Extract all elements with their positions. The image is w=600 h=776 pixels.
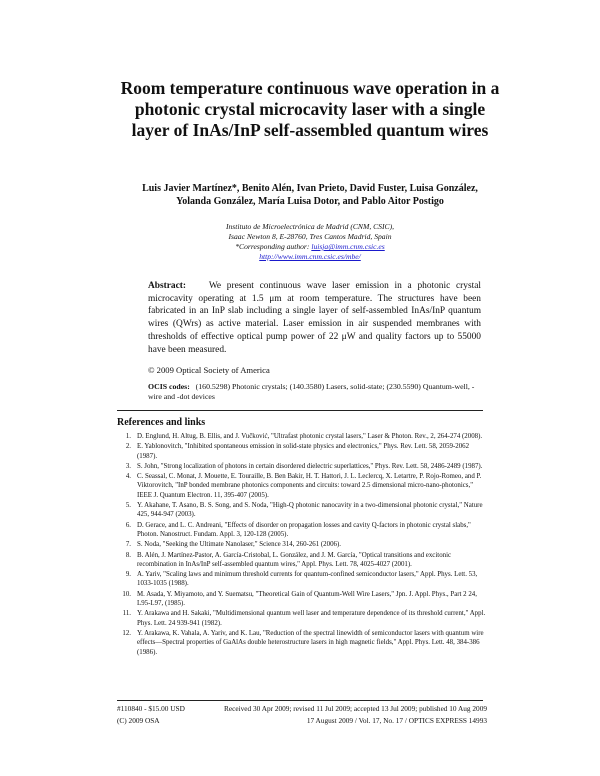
reference-text: B. Alén, J. Martínez-Pastor, A. García-Cristobal, L. González, and J. M. García, "Optical transitions and excitonic recombination in InAs/InP self-assembled quantum wires," Appl. Phys. Lett. 78, 4025-4027 (2001). [137,551,452,568]
abstract-label: Abstract: [148,281,187,291]
footer-row-2 [117,716,487,725]
ocis-codes [148,382,481,402]
reference-text: D. Englund, H. Altug, B. Ellis, and J. Vučković, "Ultrafast photonic crystal lasers," Laser & Photon. Rev., 2, 264-274 (2008). [137,433,483,440]
reference-item [117,551,487,570]
reference-number: 11. [122,610,131,618]
reference-list [117,432,487,658]
reference-text: S. Noda, "Seeking the Ultimate Nanolaser," Science 314, 260-261 (2006). [137,541,341,549]
corresponding-prefix: *Corresponding author: [235,242,312,251]
website-link[interactable]: http://www.imm.cnm.csic.es/mbe/ [259,252,361,261]
reference-text: C. Seassal, C. Monat, J. Mouette, E. Touraille, B. Ben Bakir, H. T. Hattori, J. L. Leclercq, X. Letartre, P. Rojo-Romeo, and P. Viktorovitch, "InP bonded membrane photonics components and circuits: toward 2.5 dimensional micro-nano-photonics," IEEE J. Quantum Electron. 11, 395-407 (2005). [137,473,482,499]
affiliation-line-1: Instituto de Microelectrónica de Madrid (CNM, CSIC), [225,222,395,231]
reference-item [117,590,487,609]
reference-text: Y. Arakawa and H. Sakaki, "Multidimensional quantum well laser and temperature dependence of its threshold current," Appl. Phys. Lett. 24 939-941 (1982). [137,610,486,627]
ocis-label: OCIS codes: [148,382,190,391]
reference-item [117,442,487,461]
reference-number: 12. [122,629,131,637]
reference-item [117,472,487,500]
reference-item [117,462,487,471]
reference-item [117,570,487,589]
copyright-notice: © 2009 Optical Society of America [148,365,270,375]
reference-number: 3. [125,462,131,470]
reference-text: E. Yablonovitch, "Inhibited spontaneous emission in solid-state physics and electronics," Phys. Rev. Lett. 58, 2059-2062 (1987). [137,443,470,460]
reference-item [117,629,487,657]
section-divider [117,410,483,411]
reference-item [117,432,487,441]
affiliation-line-2: Isaac Newton 8, E-28760, Tres Cantos Madrid, Spain [228,232,392,241]
email-link[interactable]: luisja@imm.cnm.csic.es [311,242,385,251]
paper-title: Room temperature continuous wave operation in a photonic crystal microcavity laser with a single layer of InAs/InP self-assembled quantum wires [120,78,500,140]
reference-number: 5. [125,502,131,510]
reference-item [117,501,487,520]
reference-item [117,540,487,549]
abstract-text: We present continuous wave laser emission in a photonic crystal microcavity operating at 1.5 μm at room temperature. The structures have been fabricated in an InP slab including a single layer of self-assembled InAs/InP quantum wires (QWrs) as active material. Laser emission in air suspended membranes with thresholds of effective optical pump power of 22 μW and quality factors up to 55000 have been measured. [148,281,481,355]
references-heading: References and links [117,417,206,428]
reference-number: 8. [125,551,131,559]
publication-history: Received 30 Apr 2009; revised 11 Jul 2009; accepted 13 Jul 2009; published 10 Aug 2009 [224,704,487,713]
reference-number: 1. [125,433,131,440]
reference-item [117,521,487,540]
ocis-text: (160.5298) Photonic crystals; (140.3580) Lasers, solid-state; (230.5590) Quantum-well, -wire and -dot devices [148,382,475,401]
abstract [148,280,481,356]
corresponding-author [150,242,470,252]
reference-text: A. Yariv, "Scaling laws and minimum threshold currents for quantum-confined semiconductor lasers," Appl. Phys. Lett. 53, 1033-1035 (1988). [137,571,478,588]
reference-text: S. John, "Strong localization of photons in certain disordered dielectric superlattices," Phys. Rev. Lett. 58, 2486-2489 (1987). [137,462,483,470]
reference-text: D. Gerace, and L. C. Andreani, "Effects of disorder on propagation losses and cavity Q-factors in photonic crystal slabs," Photon. Nanostruct. Fundam. Appl. 3, 120-128 (2005). [137,521,471,538]
reference-text: M. Asada, Y. Miyamoto, and Y. Suematsu, "Theoretical Gain of Quantum-Well Wire Lasers," Jpn. J. Appl. Phys., Part 2 24, L95-L97, (1985). [137,590,477,608]
footer-row-1 [117,704,487,713]
reference-number: 9. [125,571,131,579]
affiliation [150,222,470,262]
reference-item [117,609,487,628]
reference-number: 4. [125,473,131,481]
reference-number: 6. [125,521,131,529]
footer-divider [117,700,483,701]
reference-number: 2. [125,443,131,451]
reference-number: 7. [125,541,131,549]
author-list: Luis Javier Martínez*, Benito Alén, Ivan Prieto, David Fuster, Luisa González, Yolanda González, María Luisa Dotor, and Pablo Aitor Postigo [142,183,478,207]
footer-copyright: (C) 2009 OSA [117,716,160,725]
reference-text: Y. Akahane, T. Asano, B. S. Song, and S. Noda, "High-Q photonic nanocavity in a two-dimensional photonic crystal," Nature 425, 944-947 (2003). [137,502,483,519]
journal-citation: 17 August 2009 / Vol. 17, No. 17 / OPTICS EXPRESS 14993 [306,716,487,725]
reference-number: 10. [122,590,131,598]
reference-text: Y. Arakawa, K. Vahala, A. Yariv, and K. Lau, "Reduction of the spectral linewidth of semiconductor lasers with quantum wire effects—Spectral properties of GaAlAs double heterostructure lasers in high magnetic fields," Appl. Phys. Lett. 48, 384-386 (1986). [137,629,484,656]
document-id: #110840 - $15.00 USD [117,704,185,713]
